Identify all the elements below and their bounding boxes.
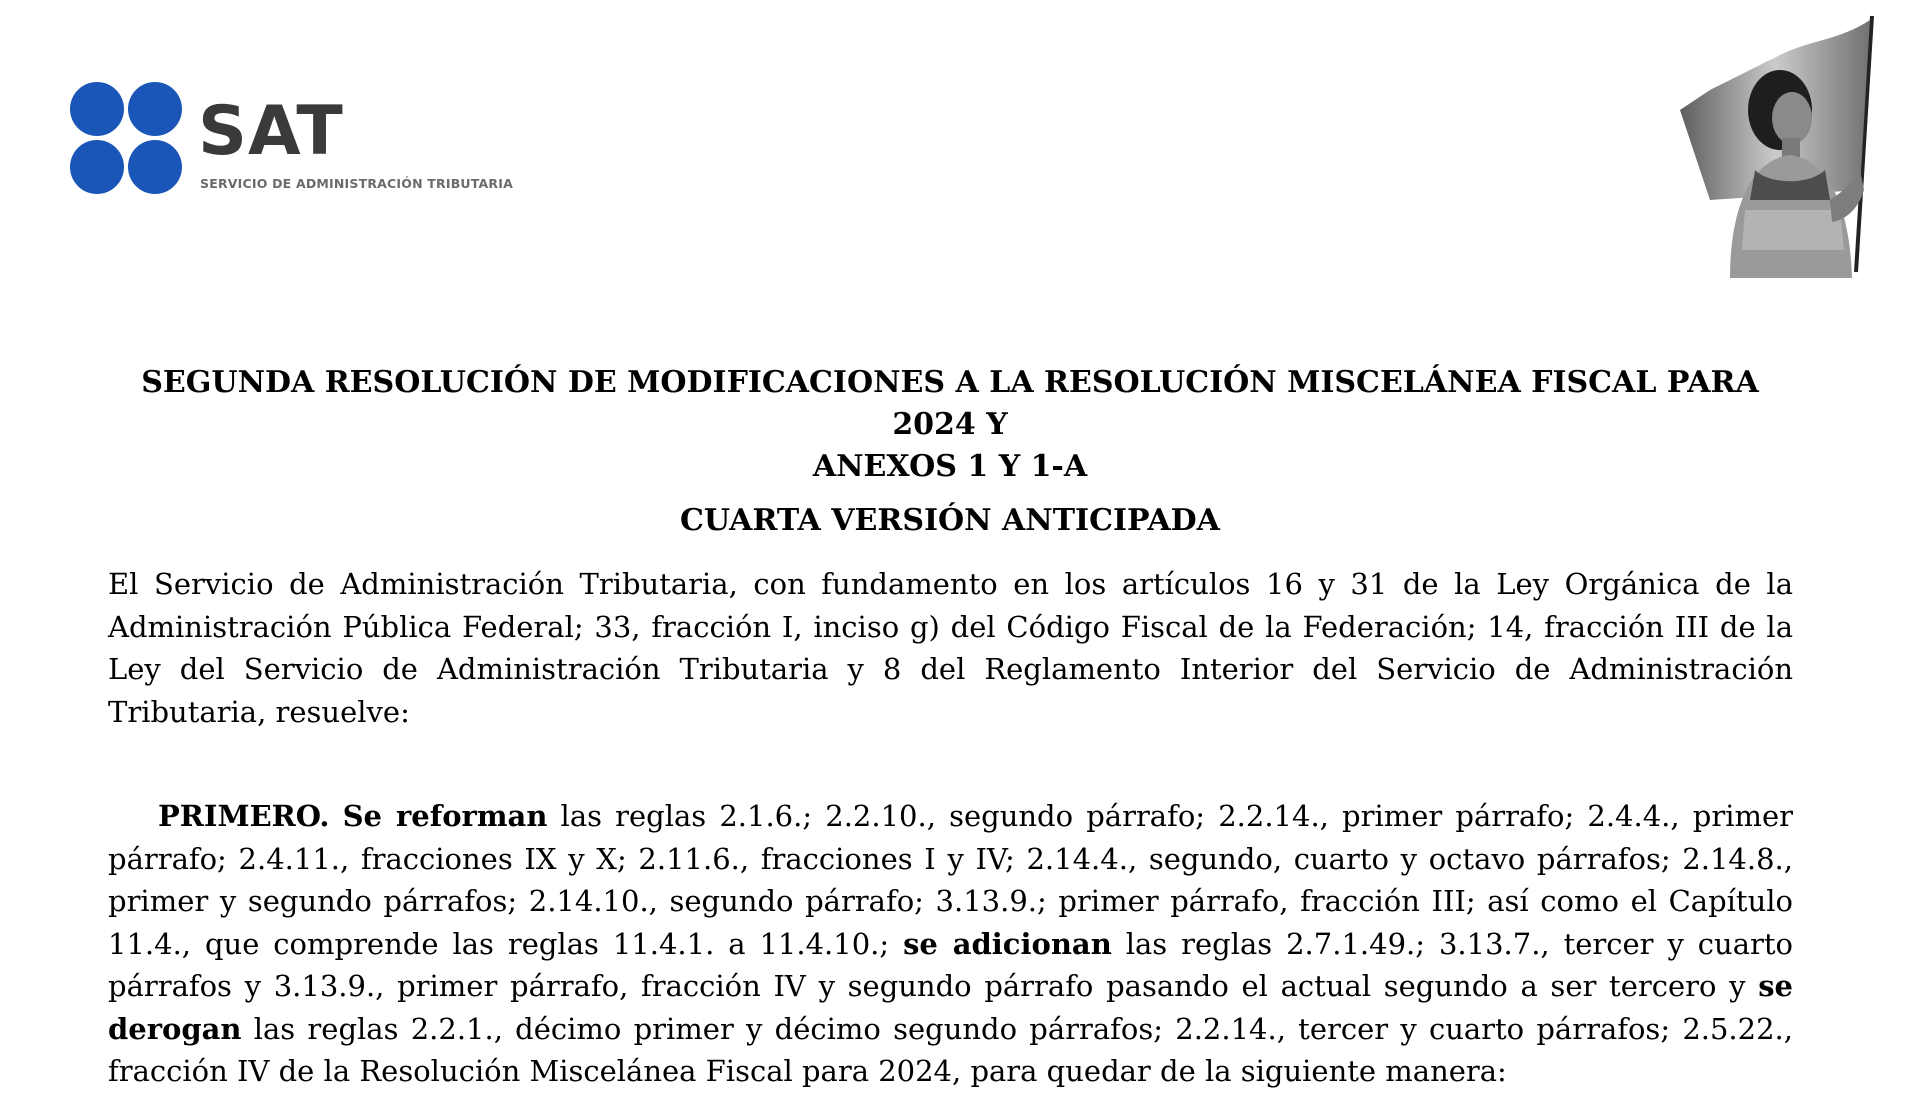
adicionan-label: se adicionan — [903, 926, 1112, 961]
adicionan-text: las reglas 2.7.1.49.; 3.13.7., tercer y cuarto párrafos y 3.13.9., primer párrafo, fracción IV y segundo párrafo pasando el actual segundo a ser tercero y — [108, 926, 1793, 1003]
intro-paragraph: El Servicio de Administración Tributaria, con fundamento en los artículos 16 y 31 de la Ley Orgánica de la Administración Pública Federal; 33, fracción I, inciso g) del Código Fiscal de la Federación; 14, fracción III de la Ley del Servicio de Administración Tributaria y 8 del Reglamento Interior del Servicio de Administración Tributaria, resuelve: — [108, 567, 1793, 729]
sat-logo-subtitle: SERVICIO DE ADMINISTRACIÓN TRIBUTARIA — [200, 176, 513, 191]
reforman-text: las reglas 2.1.6.; 2.2.10., segundo párrafo; 2.2.14., primer párrafo; 2.4.4., primer párrafo; 2.4.11., fracciones IX y X; 2.11.6., fracciones I y IV; 2.14.4., segundo, cuarto y octavo párrafos; 2.14.8., primer y segundo párrafos; 2.14.10., segundo párrafo; 3.13.9.; primer párrafo, fracción III; así como el Capítulo 11.4., que comprende las reglas 11.4.1. a 11.4.10.; — [108, 799, 1793, 961]
version-title: CUARTA VERSIÓN ANTICIPADA — [680, 503, 1220, 538]
derogan-text: las reglas 2.2.1., décimo primer y décimo segundo párrafos; 2.2.14., tercer y cuarto párrafos; 2.5.22., fracción IV de la Resolución Miscelánea Fiscal para 2024, para quedar de la siguiente manera: — [108, 1011, 1793, 1088]
sat-logo-text: SAT — [198, 92, 344, 171]
derogan-label: se derogan — [108, 969, 1793, 1046]
primero-label: PRIMERO. — [158, 799, 330, 833]
title-line-1: SEGUNDA RESOLUCIÓN DE MODIFICACIONES A LA RESOLUCIÓN MISCELÁNEA FISCAL PARA 2024 Y — [141, 365, 1759, 442]
sat-logo — [70, 78, 610, 198]
reforman-label: Se reforman — [342, 799, 548, 833]
title-line-2: ANEXOS 1 Y 1-A — [812, 449, 1088, 484]
document-title — [100, 362, 1800, 542]
sat-logo-dots-icon — [70, 78, 190, 198]
woman-with-flag-emblem-icon — [1620, 10, 1888, 278]
primero-paragraph — [108, 795, 1793, 1093]
